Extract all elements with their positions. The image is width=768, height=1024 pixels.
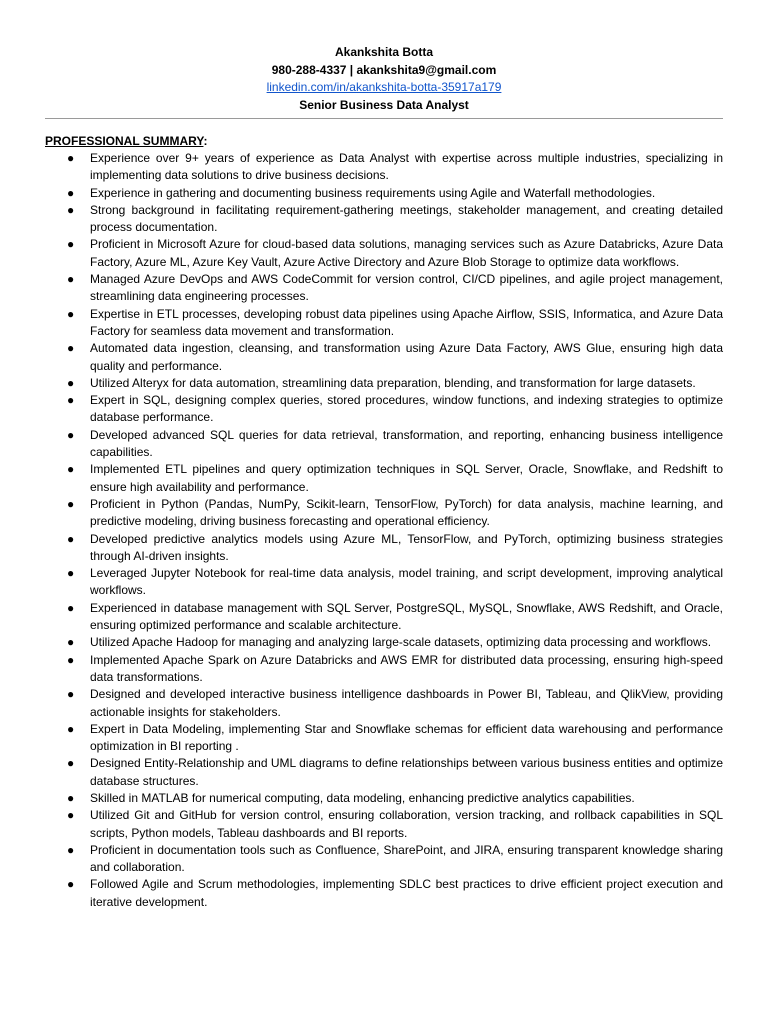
candidate-name: Akankshita Botta <box>334 45 434 59</box>
list-item-text: Designed Entity-Relationship and UML diagrams to define relationships between various business entities and optimize database structures. <box>90 756 723 788</box>
list-item-text: Implemented ETL pipelines and query optimization techniques in SQL Server, Oracle, Snowflake, and Redshift to ensure high availability and performance. <box>90 462 723 494</box>
bullet-icon: ● <box>67 237 75 252</box>
resume-header <box>45 44 723 114</box>
list-item-text: Implemented Apache Spark on Azure Databricks and AWS EMR for distributed data processing, ensuring high-speed data transformations. <box>90 652 723 684</box>
list-item <box>45 271 723 306</box>
list-item-text: Expert in Data Modeling, implementing Star and Snowflake schemas for efficient data warehousing and performance optimization in BI reporting . <box>90 721 723 754</box>
bullet-icon: ● <box>67 306 75 321</box>
list-item <box>45 531 723 566</box>
bullet-icon: ● <box>67 531 75 546</box>
bullet-icon: ● <box>67 808 75 823</box>
list-item-text: Developed advanced SQL queries for data retrieval, transformation, and reporting, enhancing business intelligence capabilities. <box>90 427 723 460</box>
list-item <box>45 461 723 496</box>
list-item-text: Proficient in documentation tools such as Confluence, SharePoint, and JIRA, ensuring transparent knowledge sharing and collaboration. <box>90 842 723 875</box>
list-item-text: Developed predictive analytics models using Azure ML, TensorFlow, and PyTorch, optimizing business strategies through AI-driven insights. <box>90 531 723 563</box>
bullet-icon: ● <box>67 375 75 390</box>
list-item-text: Strong background in facilitating requirement-gathering meetings, stakeholder management, and creating detailed process documentation. <box>90 202 723 235</box>
list-item <box>45 790 723 807</box>
header-divider <box>45 118 723 119</box>
bullet-icon: ● <box>67 756 75 771</box>
bullet-icon: ● <box>67 721 75 736</box>
list-item <box>45 202 723 237</box>
list-item <box>45 496 723 531</box>
bullet-icon: ● <box>67 151 75 165</box>
list-item <box>45 634 723 651</box>
bullet-icon: ● <box>67 877 75 892</box>
section-heading-colon: : <box>203 134 208 148</box>
bullet-icon: ● <box>67 496 75 511</box>
list-item <box>45 876 723 911</box>
list-item-text: Automated data ingestion, cleansing, and transformation using Azure Data Factory, AWS Glue, ensuring high data quality and performance. <box>90 341 723 373</box>
list-item <box>45 392 723 427</box>
list-item <box>45 721 723 756</box>
list-item-text: Utilized Alteryx for data automation, streamlining data preparation, blending, and transformation for large datasets. <box>90 375 696 390</box>
summary-list <box>45 150 723 911</box>
list-item <box>45 375 723 392</box>
list-item-text: Proficient in Microsoft Azure for cloud-based data solutions, managing services such as Azure Databricks, Azure Data Factory, Azure ML, Azure Key Vault, Azure Active Directory and Azure Blob Storage to optimize data workflows. <box>90 237 723 269</box>
list-item <box>45 427 723 462</box>
bullet-icon: ● <box>67 202 75 217</box>
list-item <box>45 150 723 185</box>
bullet-icon: ● <box>67 652 75 667</box>
bullet-icon: ● <box>67 341 75 356</box>
list-item-text: Managed Azure DevOps and AWS CodeCommit for version control, CI/CD pipelines, and agile project management, streamlining data engineering processes. <box>90 272 723 304</box>
bullet-icon: ● <box>67 272 75 287</box>
bullet-icon: ● <box>67 842 75 857</box>
list-item <box>45 600 723 635</box>
bullet-icon: ● <box>67 393 75 408</box>
list-item-text: Utilized Git and GitHub for version control, ensuring collaboration, version tracking, and rollback capabilities in SQL scripts, Python models, Tableau dashboards and BI reports. <box>90 808 723 840</box>
list-item-text: Followed Agile and Scrum methodologies, implementing SDLC best practices to drive efficient project execution and iterative development. <box>90 877 723 909</box>
list-item <box>45 842 723 877</box>
list-item <box>45 236 723 271</box>
list-item-text: Utilized Apache Hadoop for managing and analyzing large-scale datasets, optimizing data processing and workflows. <box>90 635 712 650</box>
linkedin-link[interactable]: linkedin.com/in/akankshita-botta-35917a179 <box>266 80 502 94</box>
list-item-text: Designed and developed interactive business intelligence dashboards in Power BI, Tableau, and QlikView, providing actionable insights for stakeholders. <box>90 687 723 719</box>
list-item <box>45 755 723 790</box>
section-heading <box>45 133 723 150</box>
section-heading-text: PROFESSIONAL SUMMARY <box>45 134 204 148</box>
list-item <box>45 652 723 687</box>
list-item-text: Expert in SQL, designing complex queries, stored procedures, window functions, and indexing strategies to optimize database performance. <box>90 393 723 425</box>
list-item <box>45 686 723 721</box>
list-item-text: Expertise in ETL processes, developing robust data pipelines using Apache Airflow, SSIS, Informatica, and Azure Data Factory for seamless data movement and transformation. <box>90 306 723 338</box>
bullet-icon: ● <box>67 427 75 442</box>
list-item-text: Experience in gathering and documenting business requirements using Agile and Waterfall methodologies. <box>90 185 656 200</box>
list-item-text: Proficient in Python (Pandas, NumPy, Scikit-learn, TensorFlow, PyTorch) for data analysis, machine learning, and predictive modeling, driving business forecasting and operational efficiency. <box>90 496 723 529</box>
bullet-icon: ● <box>67 635 75 650</box>
list-item-text: Experienced in database management with SQL Server, PostgreSQL, MySQL, Snowflake, AWS Redshift, and Oracle, ensuring optimized performance and scalable architecture. <box>90 600 723 633</box>
bullet-icon: ● <box>67 600 75 615</box>
bullet-icon: ● <box>67 185 75 200</box>
bullet-icon: ● <box>67 566 75 581</box>
bullet-icon: ● <box>67 790 75 805</box>
bullet-icon: ● <box>67 687 75 702</box>
resume-page <box>45 44 723 911</box>
list-item <box>45 340 723 375</box>
list-item <box>45 565 723 600</box>
list-item-text: Leveraged Jupyter Notebook for real-time data analysis, model training, and script development, improving analytical workflows. <box>90 566 723 598</box>
contact-line: 980-288-4337 | akankshita9@gmail.com <box>271 62 497 77</box>
bullet-icon: ● <box>67 462 75 477</box>
list-item <box>45 185 723 202</box>
job-title: Senior Business Data Analyst <box>299 97 469 112</box>
list-item <box>45 306 723 341</box>
list-item-text: Skilled in MATLAB for numerical computing, data modeling, enhancing predictive analytics capabilities. <box>90 790 635 805</box>
list-item <box>45 807 723 842</box>
list-item-text: Experience over 9+ years of experience as Data Analyst with expertise across multiple industries, specializing in implementing data solutions to drive business decisions. <box>90 151 723 183</box>
